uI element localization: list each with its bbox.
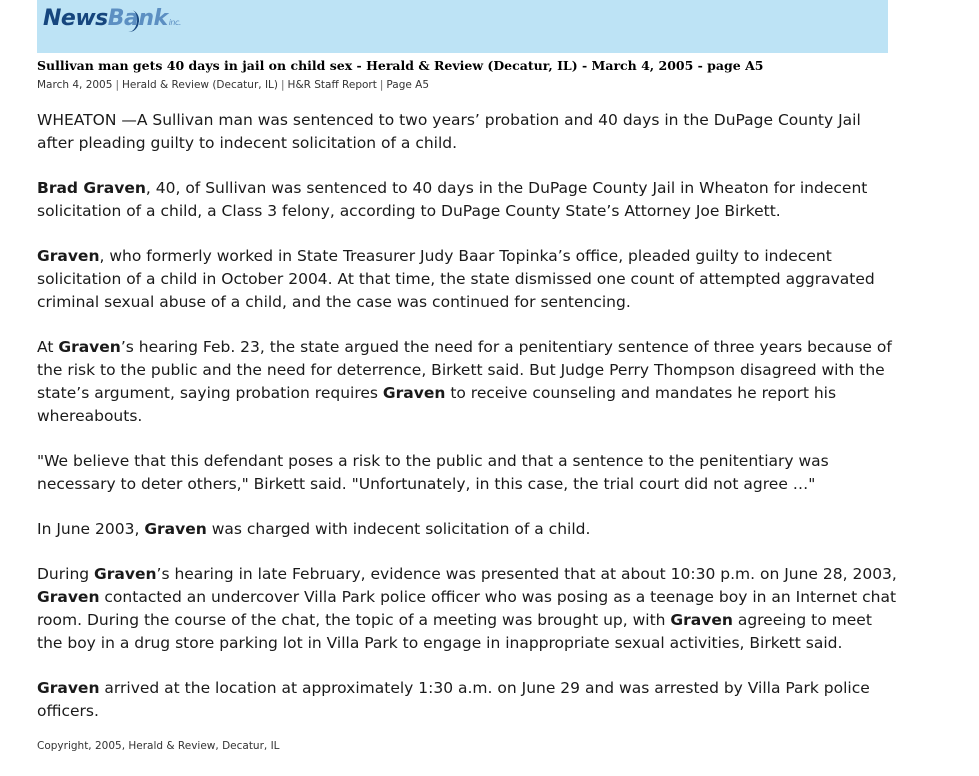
article-paragraph (37, 518, 897, 541)
paragraph-text: contacted an undercover Villa Park police officer who was posing as a teenage boy in an Internet chat room. During the course of the chat, the topic of a meeting was brought up, with (37, 588, 897, 629)
name-highlight: Graven (58, 338, 121, 356)
name-highlight: Graven (37, 588, 100, 606)
meta-separator: | (281, 79, 285, 91)
name-highlight: Graven (382, 384, 446, 402)
name-highlight: Graven (94, 565, 157, 583)
logo-news-text: News (43, 6, 108, 31)
meta-author: H&R Staff Report (287, 79, 377, 91)
paragraph-text: In June 2003, (37, 520, 145, 538)
meta-separator: | (115, 79, 119, 91)
name-highlight: Brad Graven (37, 179, 146, 197)
logo-bank-text: Bank (107, 6, 168, 31)
paragraph-text: ’s hearing Feb. 23, the state argued the need for a penitentiary sentence of three years because of the risk to the public and the need for deterrence, Birkett said. But Judge Perry Thompson disagreed with the state’s argument, saying probation requires (37, 338, 892, 402)
paragraph-text: , 40, of Sullivan was sentenced to 40 days in the DuPage County Jail in Wheaton for indecent solicitation of a child, a Class 3 felony, according to DuPage County State’s Attorney Joe Birkett. (37, 179, 868, 220)
article-paragraph (37, 563, 897, 655)
paragraph-text: arrived at the location at approximately 1:30 a.m. on June 29 and was arrested by Villa Park police officers. (37, 679, 870, 720)
meta-date: March 4, 2005 (37, 79, 113, 91)
paragraph-text: , who formerly worked in State Treasurer Judy Baar Topinka’s office, pleaded guilty to indecent solicitation of a child in October 2004. At that time, the state dismissed one count of attempted aggravated criminal sexual abuse of a child, and the case was continued for sentencing. (37, 247, 875, 311)
name-highlight: Graven (37, 247, 100, 265)
article-paragraph (37, 336, 897, 428)
header-banner (37, 0, 888, 53)
paragraph-text: WHEATON —A Sullivan man was sentenced to two years’ probation and 40 days in the DuPage County Jail after pleading guilty to indecent solicitation of a child. (37, 111, 861, 152)
paragraph-text: During (37, 565, 95, 583)
article-paragraph (37, 677, 897, 723)
article-meta (37, 79, 429, 91)
article-paragraph (37, 245, 897, 314)
name-highlight: Graven (37, 679, 100, 697)
logo-inc-text: inc. (168, 18, 181, 27)
article-body (37, 109, 897, 745)
article-paragraph (37, 450, 897, 496)
paragraph-text: agreeing to meet the boy in a drug store parking lot in Villa Park to engage in inappropriate sexual activities, Birkett said. (37, 611, 872, 652)
paragraph-text: to receive counseling and mandates he report his whereabouts. (37, 384, 837, 425)
name-highlight: Graven (144, 520, 207, 538)
article-paragraph (37, 177, 897, 223)
meta-page: Page A5 (386, 79, 430, 91)
meta-separator: | (379, 79, 384, 91)
meta-source: Herald & Review (Decatur, IL) (121, 79, 278, 91)
newsbank-logo[interactable] (43, 6, 181, 31)
paragraph-text: At (37, 338, 59, 356)
paragraph-text: "We believe that this defendant poses a risk to the public and that a sentence to the penitentiary was necessary to deter others," Birkett said. "Unfortunately, in this case, the trial court did not agree …" (37, 452, 829, 493)
paragraph-text: was charged with indecent solicitation of a child. (206, 520, 591, 538)
paragraph-text: ’s hearing in late February, evidence was presented that at about 10:30 p.m. on June 28, 2003, (156, 565, 897, 583)
article-paragraph (37, 109, 897, 155)
article-headline: Sullivan man gets 40 days in jail on child sex - Herald & Review (Decatur, IL) - March 4, 2005 - page A5 (37, 58, 764, 73)
copyright-notice: Copyright, 2005, Herald & Review, Decatur, IL (37, 740, 280, 752)
name-highlight: Graven (670, 611, 733, 629)
